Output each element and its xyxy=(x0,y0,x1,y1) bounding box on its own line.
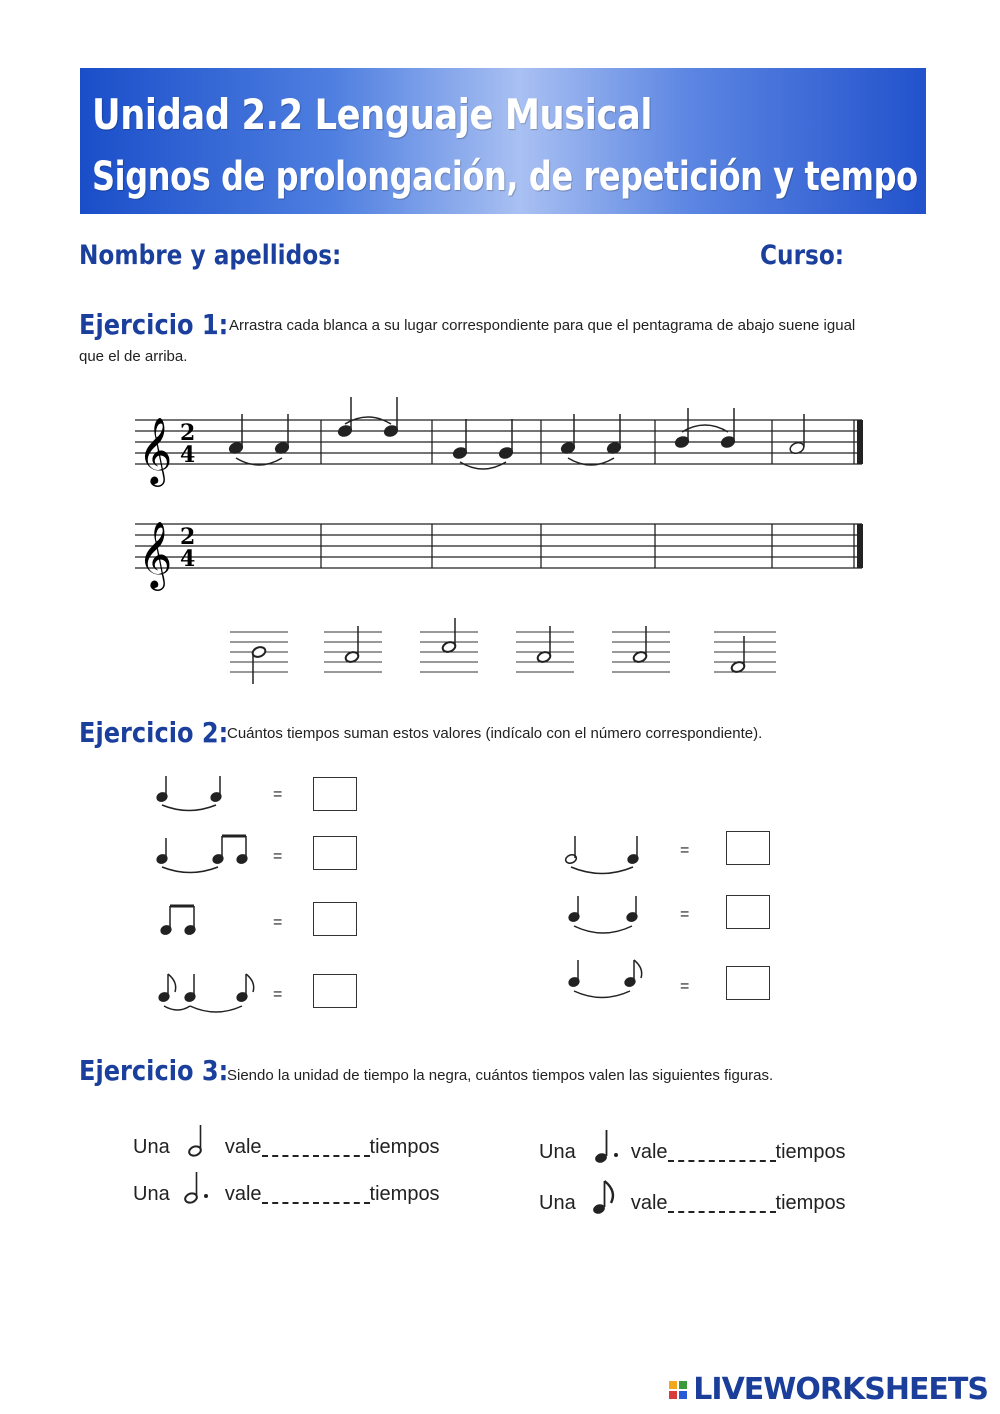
equals-sign: = xyxy=(273,914,283,931)
ex3-row-dotted-half xyxy=(133,1172,440,1208)
word-una: Una xyxy=(539,1141,576,1163)
answer-box-left-4[interactable] xyxy=(313,974,357,1008)
unit-title: Unidad 2.2 Lenguaje Musical xyxy=(92,90,653,139)
word-tiempos: tiempos xyxy=(775,1141,846,1163)
course-label: Curso: xyxy=(760,240,845,271)
word-una: Una xyxy=(133,1183,170,1205)
liveworksheets-logo-icon xyxy=(669,1381,687,1399)
equals-sign: = xyxy=(680,906,690,923)
time-signature-top: 2 xyxy=(180,524,196,550)
eighth-note-icon xyxy=(581,1181,625,1217)
word-una: Una xyxy=(133,1136,170,1158)
word-una: Una xyxy=(539,1192,576,1214)
treble-clef-icon: 𝄞 xyxy=(138,416,173,484)
ex3-row-dotted-quarter xyxy=(539,1130,846,1166)
dotted-half-note-icon xyxy=(175,1172,219,1208)
exercise-1-instruction: Arrastra cada blanca a su lugar correspondiente para que el pentagrama de abajo suene igual xyxy=(229,317,856,334)
word-tiempos: tiempos xyxy=(369,1183,440,1205)
time-signature-bottom: 4 xyxy=(180,442,196,468)
answer-box-left-2[interactable] xyxy=(313,836,357,870)
draggable-half-note-2[interactable] xyxy=(322,626,384,684)
answer-box-right-1[interactable] xyxy=(726,831,770,865)
liveworksheets-logo xyxy=(669,1372,988,1407)
exercise-1-instruction-cont: que el de arriba. xyxy=(79,348,188,365)
unit-subtitle: Signos de prolongación, de repetición y tempo xyxy=(92,154,918,200)
draggable-half-note-3[interactable] xyxy=(418,626,480,684)
word-vale: vale xyxy=(224,1183,262,1205)
half-note-icon xyxy=(175,1125,219,1161)
time-signature-top: 2 xyxy=(180,420,196,446)
answer-blank-half[interactable] xyxy=(262,1135,370,1157)
equals-sign: = xyxy=(273,848,283,865)
answer-blank-dotted-half[interactable] xyxy=(262,1182,370,1204)
exercise-2-title: Ejercicio 2: xyxy=(79,716,229,749)
word-tiempos: tiempos xyxy=(369,1136,440,1158)
answer-blank-dotted-quarter[interactable] xyxy=(668,1140,776,1162)
word-tiempos: tiempos xyxy=(775,1192,846,1214)
logo-text: LIVEWORKSHEETS xyxy=(693,1372,988,1407)
equals-sign: = xyxy=(680,978,690,995)
name-label: Nombre y apellidos: xyxy=(79,240,342,271)
word-vale: vale xyxy=(630,1141,668,1163)
exercise-1-title: Ejercicio 1: xyxy=(79,308,229,341)
draggable-half-note-4[interactable] xyxy=(514,626,576,684)
equals-sign: = xyxy=(273,786,283,803)
equals-sign: = xyxy=(680,842,690,859)
ex3-row-half xyxy=(133,1125,440,1161)
exercise-2-instruction: Cuántos tiempos suman estos valores (indícalo con el número correspondiente). xyxy=(227,725,763,742)
word-vale: vale xyxy=(224,1136,262,1158)
draggable-half-note-1[interactable] xyxy=(228,626,290,684)
exercise-3-title: Ejercicio 3: xyxy=(79,1054,229,1087)
answer-box-right-2[interactable] xyxy=(726,895,770,929)
answer-box-right-3[interactable] xyxy=(726,966,770,1000)
exercise-2-figures xyxy=(0,760,1000,1040)
answer-staff xyxy=(135,524,862,568)
equals-sign: = xyxy=(273,986,283,1003)
word-vale: vale xyxy=(630,1192,668,1214)
treble-clef-icon: 𝄞 xyxy=(138,520,173,588)
answer-box-left-1[interactable] xyxy=(313,777,357,811)
answer-box-left-3[interactable] xyxy=(313,902,357,936)
time-signature-bottom: 4 xyxy=(180,546,196,572)
reference-notes xyxy=(228,397,805,469)
reference-staff xyxy=(0,0,1000,700)
exercise-3-instruction: Siendo la unidad de tiempo la negra, cuántos tiempos valen las siguientes figuras. xyxy=(227,1067,774,1084)
answer-blank-eighth[interactable] xyxy=(668,1191,776,1213)
draggable-half-note-6[interactable] xyxy=(712,626,778,684)
draggable-half-note-5[interactable] xyxy=(610,626,672,684)
ex3-row-eighth xyxy=(539,1181,846,1217)
dotted-quarter-note-icon xyxy=(581,1130,625,1166)
